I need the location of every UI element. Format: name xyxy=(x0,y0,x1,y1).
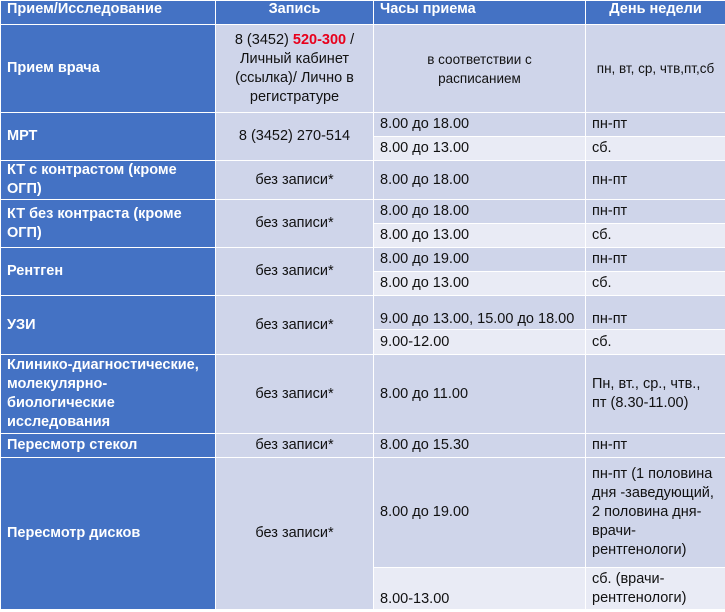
days-cell: сб. xyxy=(586,272,725,296)
service-name: КТ с контрастом (кроме ОГП) xyxy=(1,161,216,200)
hours-cell: 8.00 до 18.00 xyxy=(374,113,586,137)
service-name: Пересмотр стекол xyxy=(1,434,216,458)
record-cell: без записи* xyxy=(216,248,374,296)
hours-cell: 8.00 до 19.00 xyxy=(374,248,586,272)
days-cell: сб. xyxy=(586,137,725,161)
record-cell: без записи* xyxy=(216,458,374,610)
table-row-kt-nocontrast xyxy=(1,200,725,224)
days-cell: пн-пт xyxy=(586,296,725,330)
days-cell: пн-пт (1 половина дня -заведующий, 2 половина дня- врачи- рентгенологи) xyxy=(586,458,725,568)
record-line: (ссылка)/ Лично в xyxy=(235,69,354,86)
record-line: 8 (3452) 520-300 / xyxy=(234,31,355,48)
hours-cell: 9.00 до 13.00, 15.00 до 18.00 xyxy=(374,296,586,330)
days-cell: пн, вт, ср, чтв,пт,сб xyxy=(586,25,725,113)
registry-phone-link[interactable]: 520-300 xyxy=(292,31,347,48)
days-cell: сб. xyxy=(586,224,725,248)
days-cell: сб. xyxy=(586,330,725,355)
hours-cell: 8.00 до 13.00 xyxy=(374,272,586,296)
table-row-mrt xyxy=(1,113,725,137)
service-name: Рентген xyxy=(1,248,216,296)
service-name: Прием врача xyxy=(1,25,216,113)
table-row-xray xyxy=(1,248,725,272)
record-cell: без записи* xyxy=(216,434,374,458)
days-cell: пн-пт xyxy=(586,248,725,272)
hours-cell: 8.00 до 11.00 xyxy=(374,355,586,434)
service-name: МРТ xyxy=(1,113,216,161)
record-cell: без записи* xyxy=(216,161,374,200)
hours-cell: 8.00 до 18.00 xyxy=(374,200,586,224)
table-row-uzi xyxy=(1,296,725,330)
table-row-doctor xyxy=(1,25,725,113)
hours-cell: 8.00 до 15.30 xyxy=(374,434,586,458)
hours-cell: 8.00 до 19.00 xyxy=(374,458,586,568)
days-cell: пн-пт xyxy=(586,161,725,200)
days-cell: Пн, вт., ср., чтв., пт (8.30-11.00) xyxy=(586,355,725,434)
service-name: Пересмотр дисков xyxy=(1,458,216,610)
days-cell: сб. (врачи- рентгенологи) xyxy=(586,568,725,610)
hours-cell: 8.00-13.00 xyxy=(374,568,586,610)
days-cell: пн-пт xyxy=(586,200,725,224)
service-name: Клинико-диагностические, молекулярно-биологические исследования xyxy=(1,355,216,434)
header-row xyxy=(1,1,725,25)
record-cell xyxy=(216,25,374,113)
hours-cell: 8.00 до 13.00 xyxy=(374,137,586,161)
header-hours: Часы приема xyxy=(374,1,586,25)
table-row-lab xyxy=(1,355,725,434)
hours-cell: в соответствии с расписанием xyxy=(374,25,586,113)
hours-cell: 8.00 до 13.00 xyxy=(374,224,586,248)
record-cell: 8 (3452) 270-514 xyxy=(216,113,374,161)
header-service: Прием/Исследование xyxy=(1,1,216,25)
hours-cell: 8.00 до 18.00 xyxy=(374,161,586,200)
header-record: Запись xyxy=(216,1,374,25)
record-cell: без записи* xyxy=(216,296,374,355)
record-line: регистратуре xyxy=(249,88,340,105)
service-name: КТ без контраста (кроме ОГП) xyxy=(1,200,216,248)
table-row-glass xyxy=(1,434,725,458)
days-cell: пн-пт xyxy=(586,113,725,137)
header-days: День недели xyxy=(586,1,725,25)
table-row-kt-contrast xyxy=(1,161,725,200)
days-cell: пн-пт xyxy=(586,434,725,458)
record-cell: без записи* xyxy=(216,200,374,248)
service-name: УЗИ xyxy=(1,296,216,355)
record-cell: без записи* xyxy=(216,355,374,434)
hours-cell: 9.00-12.00 xyxy=(374,330,586,355)
table-row-disks xyxy=(1,458,725,568)
personal-cabinet-link[interactable]: Личный кабинет xyxy=(239,50,350,67)
